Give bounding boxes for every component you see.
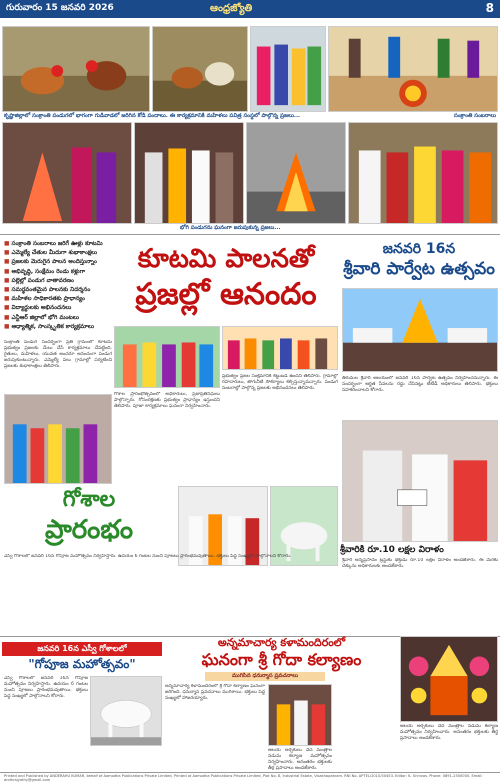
gopuja-title: "గోపూజ మహోత్సవం" — [28, 657, 136, 671]
gopuja-body: ఎస్వీ గోశాలలో జనవరి 16న గోపూజ మహోత్సవం నిర్వహిస్తారు. ఉదయం 6 గంటల నుంచి పూజలు ప్రారంభమవుతాయి. భక్తులు పెద్ద సంఖ్యలో పాల్గొనాలని కోరారు. — [4, 676, 88, 699]
gopuja-banner: జనవరి 16న ఎస్వీ గోశాలలో — [2, 642, 162, 656]
goshala-headline — [4, 486, 174, 546]
list-item: ■ సంక్రాంతి సంబరాలు జరిగే ఊళ్లు కూటమి — [4, 240, 112, 249]
main-headline-line2: ప్రజల్లో ఆనందం — [135, 277, 317, 312]
parveta-headline-line1: జనవరి 16న — [382, 241, 456, 257]
list-item: ■ అభివృద్ధి, సంక్షేమం రెండు కళ్లుగా — [4, 268, 112, 277]
photo-crowd-event — [222, 326, 338, 370]
issue-date: గురువారం 15 జనవరి 2026 — [6, 3, 114, 13]
list-item: ■ మహిళల సాధికారతకు ప్రాధాన్యం — [4, 295, 112, 304]
photo-bhogi-mla — [348, 122, 498, 224]
divider — [0, 234, 500, 235]
list-item: ■ విద్యార్థులకు అభినందనలు — [4, 304, 112, 313]
photo-school-children — [4, 394, 112, 484]
photo-women-group — [250, 26, 326, 112]
masthead-bar — [0, 0, 500, 18]
photo-goda-deity — [400, 636, 498, 722]
photo-rangoli-event — [328, 26, 498, 112]
list-item: ■ ప్రజలకు మెరుగైన పాలన అందిస్తున్నాం — [4, 258, 112, 267]
parveta-body: తిరుమల శ్రీవారి ఆలయంలో జనవరి 16న పార్వేట ఉత్సవం నిర్వహించనున్నారు. ఈ సందర్భంగా ఆర్జిత సేవలను రద్దు చేసినట్లు టీటీడీ అధికారులు తెలిపారు. భక్తులు సహకరించాలని కోరారు. — [342, 376, 498, 393]
highlights-list — [4, 240, 112, 332]
photo-rooster-fight-left — [2, 26, 150, 112]
goda-kalyanam-line2: ఘనంగా శ్రీ గోదా కల్యాణం — [201, 650, 362, 669]
photo-bhogi-women — [2, 122, 132, 224]
top-caption-left: కృష్ణాజిల్లాలో సంక్రాంతి పండుగలో భాగంగా గుడివాడలో జరిగిన కోడి పందాలు. ఈ కార్యక్రమానికి మహిళలు పవిత్ర సంస్థలో పాల్గొన్న ప్రజలు... — [4, 113, 301, 119]
list-item: ■ సమర్థవంతమైన పాలనకు నిదర్శనం — [4, 286, 112, 295]
goshala-body: ఎస్వీ గోశాలలో జనవరి 16న గోపూజ మహోత్సవం నిర్వహిస్తారు. ఉదయం 6 గంటల నుంచి పూజలు ప్రారంభమవుతాయి. భక్తులు పెద్ద సంఖ్యలో పాల్గొనాలని కోరారు. — [4, 554, 292, 559]
main-story-body-2: ప్రభుత్వం ప్రజల సంక్షేమానికి కట్టుబడి ఉందని తెలిపారు. గ్రామాల్లో రహదారులు, తాగునీటి సౌకర్యాలు కల్పిస్తున్నామన్నారు. పండుగ సంబరాల్లో పాల్గొన్న ప్రజలకు అభినందనలు తెలిపారు. — [222, 374, 338, 391]
photo-rooster-fight-right — [152, 26, 248, 112]
list-item: ■ ఎన్టీఆర్ జిల్లాలో భోగి మంటలు — [4, 314, 112, 323]
list-item: ■ ఆధ్యాత్మిక, సాంస్కృతిక కార్యక్రమాలు — [4, 323, 112, 332]
photo-bhogi-bonfire — [246, 122, 346, 224]
donation-headline: శ్రీవారికి రూ.10 లక్షల విరాళం — [340, 545, 444, 555]
goshala-headline-line2: ప్రారంభం — [44, 515, 134, 545]
photo-bhogi-leaders — [134, 122, 244, 224]
list-item: ■ పల్లెల్లో పండుగ వాతావరణం — [4, 277, 112, 286]
goda-deity-body: ఆలయ అర్చకులు వేద మంత్రాల నడుమ కల్యాణ మహోత్సవం నిర్వహించారు. అనంతరం భక్తులకు తీర్థ ప్రసాదాలు అందజేశారు. — [400, 724, 498, 741]
goshala-headline-line1: గోశాల — [62, 487, 116, 512]
page-number: 8 — [485, 1, 494, 15]
top-caption-right: సంక్రాంతి సంబరాలు — [453, 113, 496, 119]
photo-tirumala-temple — [342, 288, 498, 372]
photo-cow-statue — [90, 676, 162, 746]
main-headline — [112, 242, 340, 314]
donation-body: శ్రీవారి అన్నప్రసాదం ట్రస్టుకు భక్తుడు రూ.10 లక్షల విరాళం అందజేశారు. ఈ మేరకు చెక్కును అధికారులకు అందజేశారు. — [342, 558, 498, 569]
parveta-headline-line2: శ్రీవారి పార్వేట ఉత్సవం — [343, 259, 495, 279]
main-story-body-3: గోశాల ప్రారంభోత్సవంలో అధికారులు, ప్రజాప్రతినిధులు పాల్గొన్నారు. గోసంరక్షణకు ప్రభుత్వం ప్రాధాన్యం ఇస్తుందని తెలిపారు. పూజా కార్యక్రమాలు ఘనంగా నిర్వహించారు. — [114, 392, 220, 409]
goda-kalyanam-body-2: ఆలయ అర్చకులు వేద మంత్రాల నడుమ కల్యాణ మహోత్సవం నిర్వహించారు. అనంతరం భక్తులకు తీర్థ ప్రసాదాలు అందజేశారు. — [268, 748, 332, 770]
masthead-logo: ఆంధ్రజ్యోతి — [210, 3, 253, 14]
parveta-headline — [340, 240, 498, 280]
main-story-body-1: సంక్రాంతి పండుగ సందర్భంగా ప్రతి గ్రామంలో కూటమి ప్రభుత్వం ప్రజలకు మేలు చేసే కార్యక్రమాలు చేపట్టింది. రైతులు, మహిళలు, యువత అందరూ ఆనందంగా పండుగ జరుపుకుంటున్నారు. ఎమ్మెల్యే పలు గ్రామాల్లో పర్యటించి ప్రజలకు శుభాకాంక్షలు తెలిపారు. — [4, 340, 112, 369]
main-headline-line1: కూటమి పాలనతో — [137, 244, 315, 274]
bhogi-caption: భోగి పండుగను ఘనంగా జరుపుకున్న ప్రజలు... — [180, 225, 281, 231]
goda-kalyanam-headline — [165, 636, 398, 670]
photo-kalyanam-ritual — [268, 684, 332, 746]
goda-kalyanam-line1: అన్నమాచార్య కళామందిరంలో — [217, 636, 346, 649]
dhanurmasa-subhead: ముగిసిన ధనుర్మాస ప్రవచనాలు — [205, 672, 325, 681]
photo-donation — [342, 420, 498, 542]
list-item: ■ ఎమ్మెల్యే చేతుల మీదుగా శుభాకాంక్షలు — [4, 249, 112, 258]
photo-women-pots — [114, 326, 220, 388]
imprint-footer: Printed and Published by ANDERAHU KUMAR, behalf of Aamodha Publications Private Limited, Printed at Aamodha Publications Private Limited, Plot No. 8, Industrial Estate, Visakhapatnam. RNI No. APTEL/2010/30453. Editor: K. Srinivas. Phone: 0891-2500000. Email: andhrajyothy@gmail.com — [0, 772, 500, 784]
goda-kalyanam-body: అన్నమాచార్య కళామందిరంలో శ్రీ గోదా కల్యాణం ఘనంగా జరిగింది. ధనుర్మాస ప్రవచనాలు ముగిశాయి. భక్తులు పెద్ద సంఖ్యలో హాజరయ్యారు. — [165, 684, 265, 701]
